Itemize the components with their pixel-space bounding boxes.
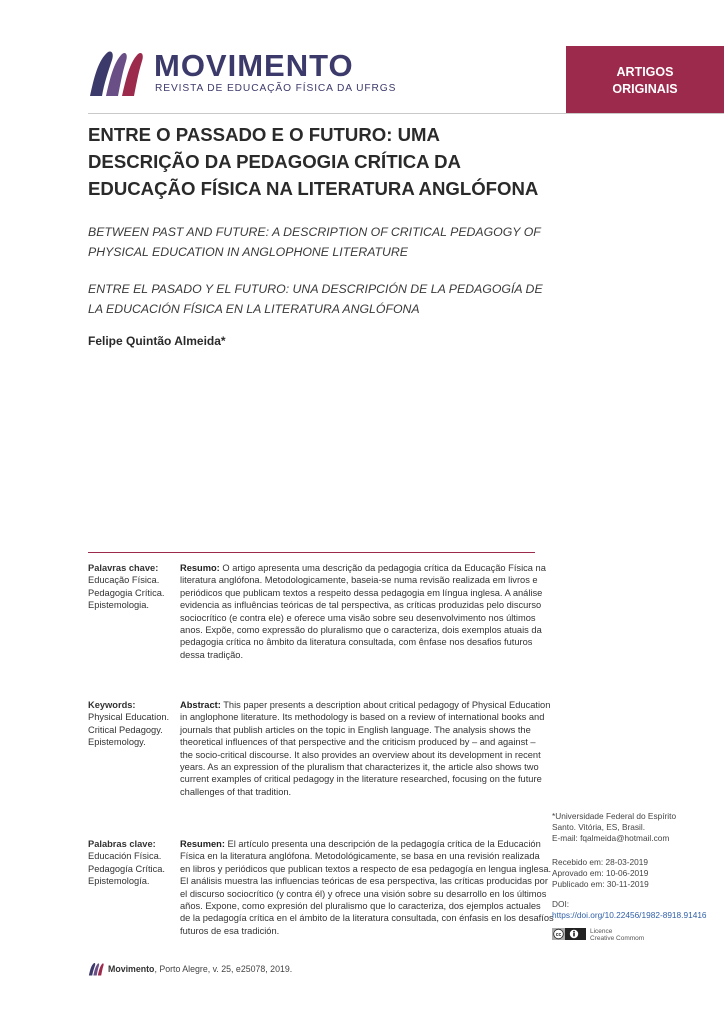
abstract-line: pedagogia crítica no âmbito da literatura consultada, com ênfase nos desafios futuros xyxy=(180,637,533,648)
affiliation-location: Santo. Vitória, ES, Brasil. xyxy=(552,822,645,832)
title-es-line: LA EDUCACIÓN FÍSICA EN LA LITERATURA ANGLÓFONA xyxy=(88,302,420,316)
creative-commons-icon xyxy=(552,928,586,940)
keywords-pt xyxy=(88,562,180,612)
abstract-en xyxy=(180,699,551,798)
keyword: Educación Física. xyxy=(88,851,162,862)
abstract-pt xyxy=(180,562,546,661)
author-name: Felipe Quintão Almeida* xyxy=(88,334,226,348)
keyword: Pedagogia Crítica. xyxy=(88,587,165,598)
keywords-heading: Keywords: xyxy=(88,700,136,710)
title-english xyxy=(88,222,548,262)
journal-brand-subtitle: REVISTA DE EDUCAÇÃO FÍSICA DA UFRGS xyxy=(155,83,397,94)
header-divider xyxy=(88,113,724,114)
abstract-line: anos. Expõe, como expressão do pluralismo que o caracteriza, dois exemplos atuais da xyxy=(180,625,542,636)
svg-text:cc: cc xyxy=(555,932,562,938)
title-spanish xyxy=(88,279,548,319)
keyword: Epistemology. xyxy=(88,737,146,748)
abstract-line: El análisis muestra las influencias teóricas de esa perspectiva, las críticas producidas por xyxy=(180,876,548,887)
doi-label: DOI: xyxy=(552,899,570,909)
section-badge-line1: ARTIGOS xyxy=(616,65,674,79)
received-date: Recebido em: 28-03-2019 xyxy=(552,857,648,867)
abstract-line: years. As an expression of the pluralism that characterizes it, the article also shows two xyxy=(180,762,539,773)
title-line: ENTRE O PASSADO E O FUTURO: UMA xyxy=(88,124,440,145)
author-affiliation xyxy=(552,811,722,844)
title-en-line: PHYSICAL EDUCATION IN ANGLOPHONE LITERATURE xyxy=(88,245,409,259)
keyword: Pedagogía Crítica. xyxy=(88,863,166,874)
submission-dates xyxy=(552,857,722,890)
keyword: Physical Education. xyxy=(88,712,170,723)
abstract-line: de la pedagogía crítica en el ámbito de la literatura consultada, con énfasis en los desafíos xyxy=(180,913,554,924)
abstract-line: theoretical influences of that perspective and the criticism produced by – and against – xyxy=(180,737,536,748)
author-email: E-mail: fqalmeida@hotmail.com xyxy=(552,833,670,843)
affiliation-institution: *Universidade Federal do Espírito xyxy=(552,811,677,821)
abstract-line: sociocrítico (e contra ele) e oferece uma visão sobre seu desenvolvimento nos últimos xyxy=(180,612,536,623)
section-badge xyxy=(566,46,724,114)
abstract-divider xyxy=(88,552,535,553)
keyword: Epistemología. xyxy=(88,876,150,887)
abstract-line: journals that publish articles on the topic in English language. The analysis shows the xyxy=(180,724,531,735)
doi-link[interactable]: https://doi.org/10.22456/1982-8918.91416 xyxy=(552,910,707,920)
article-title xyxy=(88,121,548,202)
keywords-es xyxy=(88,838,180,888)
abstract-line: periódicos que publicam textos a respeito dessa pedagogia em língua inglesa. A análise xyxy=(180,587,543,598)
footer-citation-text: , Porto Alegre, v. 25, e25078, 2019. xyxy=(154,964,293,974)
abstract-text: This paper presents a description about critical pedagogy of Physical Education xyxy=(223,700,551,710)
approved-date: Aprovado em: 10-06-2019 xyxy=(552,868,649,878)
abstract-line xyxy=(180,562,546,574)
abstract-text: O artigo apresenta uma descrição da pedagogia crítica da Educação Física na xyxy=(222,563,546,573)
license-line: Creative Commom xyxy=(590,935,645,942)
abstract-label: Resumen: xyxy=(180,839,225,849)
abstract-line: en libros y periódicos que publican textos a respecto de esa pedagogía en lengua inglesa. xyxy=(180,863,552,874)
footer-journal: Movimento xyxy=(108,964,155,974)
abstract-line: el discurso sociocrítico (y contra él) y ofrece una visión sobre su desarrollo en los últimos xyxy=(180,888,547,899)
abstract-line: Física en la literatura anglófona. Metodológicamente, se basa en una revisión realizada xyxy=(180,851,540,862)
doi-block xyxy=(552,899,722,921)
keyword: Critical Pedagogy. xyxy=(88,724,163,735)
abstract-line: años. Expone, como expresión del pluralismo que lo caracteriza, dos ejemplos actuales xyxy=(180,901,541,912)
keywords-en xyxy=(88,699,180,749)
abstract-line: futuros de esa tradición. xyxy=(180,925,280,936)
section-badge-line2: ORIGINAIS xyxy=(612,82,678,96)
abstract-line: the socio-critical discourse. It also provides an overview about its development in recent xyxy=(180,749,541,760)
footer-citation xyxy=(108,964,292,974)
abstract-es xyxy=(180,838,554,937)
keywords-heading: Palavras chave: xyxy=(88,563,159,573)
keyword: Educação Física. xyxy=(88,575,160,586)
title-en-line: BETWEEN PAST AND FUTURE: A DESCRIPTION OF CRITICAL PEDAGOGY OF xyxy=(88,225,541,239)
title-line: DESCRIÇÃO DA PEDAGOGIA CRÍTICA DA xyxy=(88,151,461,172)
license-text xyxy=(590,928,644,942)
abstract-line: evidencia as influências teóricas de tal perspectiva, as críticas produzidas pelo discurso xyxy=(180,600,542,611)
abstract-line: dessa tradição. xyxy=(180,649,244,660)
keywords-heading: Palabras clave: xyxy=(88,839,156,849)
license-line: Licence xyxy=(590,928,613,935)
footer-logo-icon xyxy=(88,962,106,976)
abstract-line: literatura anglófona. Metodologicamente, baseia-se numa revisão realizada em livros e xyxy=(180,575,538,586)
journal-brand-name: MOVIMENTO xyxy=(154,48,354,83)
abstract-line: challenges of that tradition. xyxy=(180,786,292,797)
keyword: Epistemologia. xyxy=(88,600,149,611)
movimento-logo-icon xyxy=(88,48,150,98)
abstract-text: El artículo presenta una descripción de la pedagogía crítica de la Educación xyxy=(227,839,541,849)
abstract-label: Abstract: xyxy=(180,700,221,710)
abstract-line xyxy=(180,838,541,850)
abstract-line: current examples of critical pedagogy in the literature researched, focusing on the future xyxy=(180,774,542,785)
abstract-label: Resumo: xyxy=(180,563,220,573)
title-es-line: ENTRE EL PASADO Y EL FUTURO: UNA DESCRIPCIÓN DE LA PEDAGOGÍA DE xyxy=(88,282,543,296)
title-line: EDUCAÇÃO FÍSICA NA LITERATURA ANGLÓFONA xyxy=(88,178,539,199)
abstract-line: in anglophone literature. Its methodology is based on a review of international books and xyxy=(180,712,545,723)
published-date: Publicado em: 30-11-2019 xyxy=(552,879,649,889)
abstract-line xyxy=(180,699,551,711)
